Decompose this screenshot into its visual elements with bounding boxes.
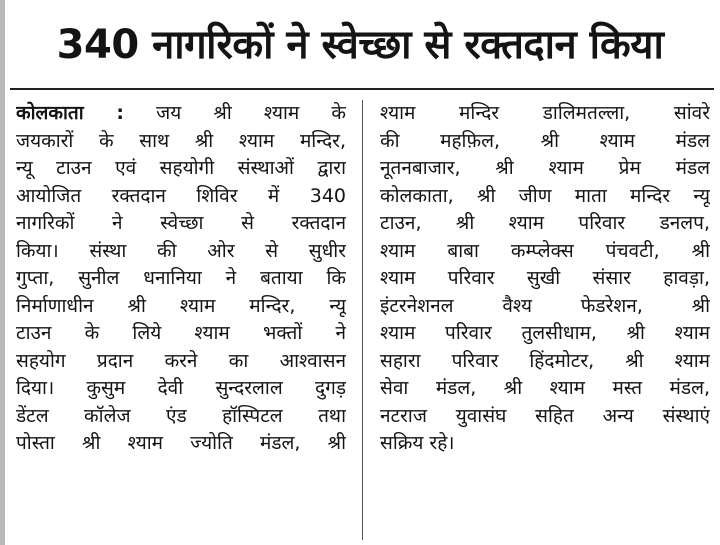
article-line: टाउन के लिये श्याम भक्तों ने xyxy=(16,322,346,344)
article-line: न्यू टाउन एवं सहयोगी संस्थाओं द्वारा xyxy=(16,157,346,179)
article-line: आयोजित रक्तदान शिविर में 340 xyxy=(16,184,346,207)
article-line: सहयोग प्रदान करने का आश्वासन xyxy=(16,349,346,372)
article-line xyxy=(16,100,346,128)
article-line: टाउन, श्री श्याम परिवार डनलप, xyxy=(380,212,710,234)
article-line: श्याम परिवार तुलसीधाम, श्री श्याम xyxy=(380,322,710,344)
column-divider xyxy=(362,100,363,540)
article-line: नूतनबाजार, श्री श्याम प्रेम मंडल xyxy=(380,157,710,179)
article-line: जयकारों के साथ श्री श्याम मन्दिर, xyxy=(16,129,346,152)
article-line: पोस्ता श्री श्याम ज्योति मंडल, श्री xyxy=(16,432,346,454)
article-line: नटराज युवासंघ सहित अन्य संस्थाएं xyxy=(380,404,710,427)
article-line: डेंटल कॉलेज एंड हॉस्पिटल तथा xyxy=(16,404,346,427)
article-line: सहारा परिवार हिंदमोटर, श्री श्याम xyxy=(380,349,710,372)
article-line: नागरिकों ने स्वेच्छा से रक्तदान xyxy=(16,212,346,234)
article-line-text: जय श्री श्याम के xyxy=(123,102,346,124)
article-line: कोलकाता, श्री जीण माता मन्दिर न्यू xyxy=(380,184,710,207)
article-line: किया। संस्था की ओर से सुधीर xyxy=(16,239,346,262)
dateline: कोलकाता : xyxy=(16,102,124,124)
article-line: की महफ़िल, श्री श्याम मंडल xyxy=(380,129,710,152)
article-line: सेवा मंडल, श्री श्याम मस्त मंडल, xyxy=(380,377,710,399)
page-edge-shadow xyxy=(0,0,5,545)
article-column-right xyxy=(380,100,710,458)
headline-rule xyxy=(10,88,714,90)
article-line: दिया। कुसुम देवी सुन्दरलाल दुगड़ xyxy=(16,377,346,399)
article-line: श्याम बाबा कम्प्लेक्स पंचवटी, श्री xyxy=(380,239,710,262)
article-line: सक्रिय रहे। xyxy=(380,432,455,454)
article-line: श्याम परिवार सुखी संसार हावड़ा, xyxy=(380,267,710,289)
article-line: गुप्ता, सुनील धनानिया ने बताया कि xyxy=(16,267,346,289)
article-line: श्याम मन्दिर डालिमतल्ला, सांवरे xyxy=(380,102,710,124)
article-column-left xyxy=(16,100,346,458)
article-line: इंटरनेशनल वैश्य फेडरेशन, श्री xyxy=(380,294,710,317)
article-line: निर्माणाधीन श्री श्याम मन्दिर, न्यू xyxy=(16,294,346,317)
headline: 340 नागरिकों ने स्वेच्छा से रक्तदान किया xyxy=(56,22,664,68)
